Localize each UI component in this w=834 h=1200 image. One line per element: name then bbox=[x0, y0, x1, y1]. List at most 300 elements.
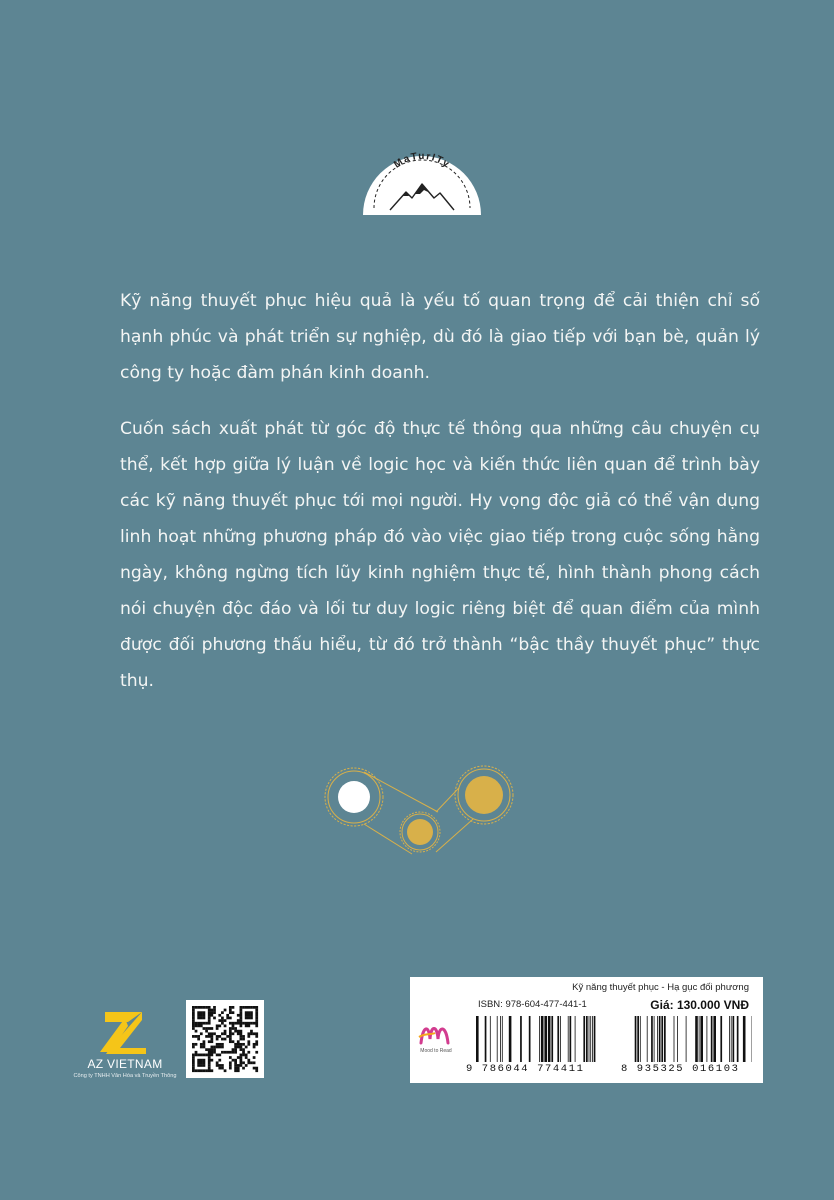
qr-module bbox=[237, 1019, 240, 1022]
qr-module bbox=[208, 1009, 211, 1012]
qr-module bbox=[205, 1030, 208, 1033]
qr-module bbox=[240, 1006, 243, 1009]
qr-module bbox=[229, 1011, 232, 1014]
qr-module bbox=[229, 1032, 232, 1035]
qr-module bbox=[208, 1040, 211, 1043]
qr-module bbox=[218, 1054, 221, 1057]
qr-module bbox=[197, 1024, 200, 1027]
qr-module bbox=[213, 1009, 216, 1012]
barcode-bar bbox=[539, 1016, 540, 1062]
qr-module bbox=[192, 1017, 195, 1020]
qr-module bbox=[224, 1019, 227, 1022]
qr-module bbox=[200, 1059, 203, 1062]
qr-module bbox=[213, 1051, 216, 1054]
qr-module bbox=[250, 1032, 253, 1035]
qr-module bbox=[224, 1069, 227, 1072]
barcode-bar bbox=[560, 1016, 561, 1062]
qr-module bbox=[197, 1069, 200, 1072]
qr-module bbox=[208, 1067, 211, 1070]
qr-module bbox=[208, 1064, 211, 1067]
barcode-bar bbox=[583, 1016, 585, 1062]
qr-module bbox=[210, 1054, 213, 1057]
mood-to-read-logo-icon bbox=[415, 1015, 457, 1055]
qr-module bbox=[237, 1030, 240, 1033]
qr-module bbox=[197, 1006, 200, 1009]
qr-module bbox=[229, 1027, 232, 1030]
qr-module bbox=[210, 1011, 213, 1014]
qr-module bbox=[213, 1046, 216, 1049]
qr-module bbox=[192, 1024, 195, 1027]
qr-module bbox=[255, 1043, 258, 1046]
barcode-bar bbox=[640, 1016, 641, 1062]
qr-module bbox=[218, 1064, 221, 1067]
qr-module bbox=[247, 1006, 250, 1009]
qr-module bbox=[210, 1040, 213, 1043]
qr-module bbox=[203, 1017, 206, 1020]
qr-module bbox=[218, 1067, 221, 1070]
qr-module bbox=[247, 1035, 250, 1038]
qr-module bbox=[224, 1038, 227, 1041]
price-label: Giá: 130.000 VNĐ bbox=[650, 998, 749, 1012]
qr-code bbox=[186, 1000, 264, 1078]
qr-module bbox=[232, 1032, 235, 1035]
qr-module bbox=[240, 1056, 243, 1059]
qr-module bbox=[195, 1024, 198, 1027]
qr-module bbox=[253, 1032, 256, 1035]
qr-module bbox=[255, 1024, 258, 1027]
qr-module bbox=[226, 1017, 229, 1020]
qr-module bbox=[234, 1061, 237, 1064]
qr-module bbox=[240, 1059, 243, 1062]
qr-module bbox=[208, 1019, 211, 1022]
barcode-bar bbox=[654, 1016, 655, 1062]
qr-module bbox=[208, 1017, 211, 1020]
qr-module bbox=[242, 1043, 245, 1046]
qr-module bbox=[192, 1035, 195, 1038]
barcode-bar bbox=[729, 1016, 730, 1062]
barcode-bar bbox=[686, 1016, 687, 1062]
qr-module bbox=[205, 1054, 208, 1057]
qr-module bbox=[221, 1017, 224, 1020]
barcode-bar bbox=[502, 1016, 503, 1062]
qr-module bbox=[242, 1054, 245, 1057]
qr-module bbox=[234, 1030, 237, 1033]
price-barcode bbox=[626, 1016, 752, 1062]
qr-module bbox=[229, 1061, 232, 1064]
qr-module bbox=[192, 1043, 195, 1046]
qr-module bbox=[210, 1051, 213, 1054]
qr-module bbox=[216, 1046, 219, 1049]
qr-module bbox=[253, 1006, 256, 1009]
isbn-barcode-digits: 9 786044 774411 bbox=[466, 1063, 585, 1075]
qr-module bbox=[203, 1054, 206, 1057]
qr-module bbox=[237, 1067, 240, 1070]
qr-module bbox=[253, 1022, 256, 1025]
qr-module bbox=[229, 1067, 232, 1070]
qr-module bbox=[242, 1022, 245, 1025]
qr-module bbox=[218, 1014, 221, 1017]
barcode-bar bbox=[476, 1016, 479, 1062]
qr-module bbox=[255, 1022, 258, 1025]
badge-text: MaTurITy bbox=[392, 150, 453, 171]
qr-module bbox=[218, 1019, 221, 1022]
qr-module bbox=[210, 1059, 213, 1062]
qr-module bbox=[229, 1040, 232, 1043]
qr-module bbox=[240, 1030, 243, 1033]
qr-module bbox=[234, 1046, 237, 1049]
qr-module bbox=[216, 1064, 219, 1067]
qr-module bbox=[247, 1032, 250, 1035]
qr-module bbox=[197, 1022, 200, 1025]
qr-module bbox=[210, 1046, 213, 1049]
barcode-bar bbox=[731, 1016, 732, 1062]
qr-module bbox=[245, 1064, 248, 1067]
qr-module bbox=[247, 1011, 250, 1014]
qr-module bbox=[200, 1017, 203, 1020]
barcode-bar bbox=[575, 1016, 576, 1062]
barcode-bar bbox=[700, 1016, 703, 1062]
qr-module bbox=[229, 1009, 232, 1012]
qr-module bbox=[197, 1061, 200, 1064]
qr-module bbox=[218, 1046, 221, 1049]
barcode-bar bbox=[594, 1016, 596, 1062]
qr-module bbox=[234, 1064, 237, 1067]
qr-module bbox=[253, 1056, 256, 1059]
qr-module bbox=[192, 1061, 195, 1064]
qr-module bbox=[213, 1048, 216, 1051]
qr-module bbox=[224, 1009, 227, 1012]
qr-module bbox=[192, 1056, 195, 1059]
qr-module bbox=[255, 1067, 258, 1070]
qr-module bbox=[200, 1043, 203, 1046]
qr-module bbox=[210, 1069, 213, 1072]
qr-module bbox=[208, 1048, 211, 1051]
qr-module bbox=[195, 1069, 198, 1072]
barcode-bar bbox=[485, 1016, 487, 1062]
barcode-bar bbox=[699, 1016, 700, 1062]
qr-module bbox=[200, 1024, 203, 1027]
qr-module bbox=[208, 1051, 211, 1054]
qr-module bbox=[221, 1038, 224, 1041]
barcode-bar bbox=[586, 1016, 588, 1062]
qr-module bbox=[192, 1011, 195, 1014]
barcode-bar bbox=[711, 1016, 713, 1062]
qr-module bbox=[245, 1024, 248, 1027]
qr-module bbox=[221, 1043, 224, 1046]
qr-module bbox=[240, 1043, 243, 1046]
qr-module bbox=[229, 1051, 232, 1054]
qr-module bbox=[226, 1014, 229, 1017]
barcode-bar bbox=[637, 1016, 639, 1062]
qr-module bbox=[234, 1048, 237, 1051]
description-paragraph-2: Cuốn sách xuất phát từ góc độ thực tế thông qua những câu chuyện cụ thể, kết hợp giữa lý luận về logic học và kiến thức liên quan để trình bày các kỹ năng thuyết phục tới mọi người. Hy vọng độc giả có thể vận dụng linh hoạt những phương pháp đó vào việc giao tiếp trong cuộc sống hằng ngày, không ngừng tích lũy kinh nghiệm thực tế, hình thành phong cách nói chuyện độc đáo và lối tư duy logic riêng biệt để quan điểm của mình được đối phương thấu hiểu, từ đó trở thành “bậc thầy thuyết phục” thực thụ. bbox=[120, 419, 760, 691]
qr-module bbox=[195, 1043, 198, 1046]
qr-module bbox=[232, 1059, 235, 1062]
qr-module bbox=[240, 1032, 243, 1035]
qr-module bbox=[208, 1056, 211, 1059]
qr-module bbox=[210, 1038, 213, 1041]
qr-module bbox=[234, 1043, 237, 1046]
qr-module bbox=[234, 1051, 237, 1054]
qr-module bbox=[200, 1054, 203, 1057]
qr-module bbox=[232, 1040, 235, 1043]
barcode-bar bbox=[657, 1016, 658, 1062]
publisher-subtitle: Công ty TNHH Văn Hóa và Truyền Thông bbox=[73, 1073, 177, 1079]
qr-module bbox=[192, 1006, 195, 1009]
qr-module bbox=[250, 1011, 253, 1014]
qr-module bbox=[237, 1032, 240, 1035]
qr-module bbox=[232, 1022, 235, 1025]
barcode-bar bbox=[568, 1016, 569, 1062]
barcode-bar bbox=[720, 1016, 722, 1062]
barcode-bar bbox=[733, 1016, 735, 1062]
qr-module bbox=[213, 1011, 216, 1014]
qr-module bbox=[253, 1043, 256, 1046]
qr-module bbox=[240, 1017, 243, 1020]
qr-module bbox=[245, 1011, 248, 1014]
qr-module bbox=[237, 1043, 240, 1046]
qr-module bbox=[224, 1024, 227, 1027]
barcode-bar bbox=[707, 1016, 708, 1062]
qr-module bbox=[197, 1038, 200, 1041]
qr-module bbox=[229, 1035, 232, 1038]
qr-module bbox=[208, 1032, 211, 1035]
qr-module bbox=[250, 1061, 253, 1064]
qr-module bbox=[192, 1067, 195, 1070]
qr-module bbox=[192, 1069, 195, 1072]
qr-module bbox=[203, 1069, 206, 1072]
qr-module bbox=[232, 1024, 235, 1027]
qr-module bbox=[255, 1035, 258, 1038]
qr-module bbox=[200, 1011, 203, 1014]
qr-module bbox=[192, 1022, 195, 1025]
barcode-bar bbox=[664, 1016, 666, 1062]
qr-module bbox=[221, 1051, 224, 1054]
qr-module bbox=[250, 1022, 253, 1025]
qr-module bbox=[240, 1038, 243, 1041]
qr-module bbox=[234, 1067, 237, 1070]
qr-module bbox=[247, 1040, 250, 1043]
qr-module bbox=[237, 1022, 240, 1025]
qr-module bbox=[192, 1046, 195, 1049]
qr-module bbox=[203, 1040, 206, 1043]
mood-to-read-logo-text: Mood to Read bbox=[420, 1048, 452, 1054]
isbn-label: ISBN: 978-604-477-441-1 bbox=[478, 999, 587, 1010]
qr-module bbox=[195, 1030, 198, 1033]
qr-module bbox=[213, 1032, 216, 1035]
qr-module bbox=[250, 1030, 253, 1033]
qr-module bbox=[210, 1014, 213, 1017]
barcode-bar bbox=[590, 1016, 591, 1062]
qr-module bbox=[247, 1024, 250, 1027]
qr-module bbox=[203, 1061, 206, 1064]
barcode-bar bbox=[713, 1016, 716, 1062]
qr-module bbox=[192, 1009, 195, 1012]
qr-module bbox=[192, 1019, 195, 1022]
barcode-bar bbox=[541, 1016, 544, 1062]
qr-module bbox=[229, 1038, 232, 1041]
barcode-bar bbox=[520, 1016, 522, 1062]
description-paragraph-1: Kỹ năng thuyết phục hiệu quả là yếu tố quan trọng để cải thiện chỉ số hạnh phúc và phát triển sự nghiệp, dù đó là giao tiếp với bạn bè, quản lý công ty hoặc đàm phán kinh doanh. bbox=[120, 291, 760, 383]
qr-module bbox=[208, 1061, 211, 1064]
qr-module bbox=[240, 1048, 243, 1051]
qr-module bbox=[229, 1056, 232, 1059]
qr-module bbox=[192, 1054, 195, 1057]
isbn-barcode bbox=[476, 1016, 603, 1062]
barcode-bar bbox=[570, 1016, 572, 1062]
qr-module bbox=[224, 1032, 227, 1035]
qr-module bbox=[203, 1046, 206, 1049]
qr-module bbox=[224, 1030, 227, 1033]
qr-module bbox=[229, 1022, 232, 1025]
qr-module bbox=[195, 1035, 198, 1038]
qr-module bbox=[255, 1019, 258, 1022]
barcode-bar bbox=[551, 1016, 553, 1062]
qr-module bbox=[245, 1022, 248, 1025]
qr-module bbox=[218, 1024, 221, 1027]
barcode-panel bbox=[410, 977, 763, 1083]
barcode-book-title: Kỹ năng thuyết phục - Hạ gục đối phương bbox=[572, 982, 749, 993]
qr-module bbox=[237, 1040, 240, 1043]
qr-module bbox=[240, 1019, 243, 1022]
mountain-badge-icon bbox=[362, 150, 482, 216]
qr-module bbox=[240, 1061, 243, 1064]
qr-module bbox=[203, 1006, 206, 1009]
qr-module bbox=[234, 1027, 237, 1030]
qr-module bbox=[203, 1059, 206, 1062]
barcode-bar bbox=[592, 1016, 593, 1062]
qr-module bbox=[221, 1019, 224, 1022]
qr-module bbox=[229, 1017, 232, 1020]
qr-module bbox=[205, 1022, 208, 1025]
qr-module bbox=[195, 1006, 198, 1009]
barcode-bar bbox=[589, 1016, 590, 1062]
qr-module bbox=[253, 1067, 256, 1070]
qr-module bbox=[240, 1064, 243, 1067]
qr-module bbox=[216, 1027, 219, 1030]
qr-module bbox=[240, 1009, 243, 1012]
qr-module bbox=[216, 1054, 219, 1057]
price-barcode-digits: 8 935325 016103 bbox=[621, 1063, 740, 1075]
qr-module bbox=[208, 1022, 211, 1025]
qr-module bbox=[255, 1040, 258, 1043]
qr-module bbox=[245, 1054, 248, 1057]
qr-module bbox=[210, 1035, 213, 1038]
qr-module bbox=[221, 1011, 224, 1014]
qr-module bbox=[240, 1046, 243, 1049]
qr-module bbox=[247, 1017, 250, 1020]
qr-module bbox=[195, 1054, 198, 1057]
qr-module bbox=[245, 1017, 248, 1020]
qr-module bbox=[192, 1027, 195, 1030]
qr-module bbox=[210, 1009, 213, 1012]
qr-module bbox=[240, 1011, 243, 1014]
qr-module bbox=[213, 1017, 216, 1020]
qr-module bbox=[197, 1059, 200, 1062]
qr-module bbox=[242, 1048, 245, 1051]
barcode-bar bbox=[529, 1016, 531, 1062]
qr-module bbox=[240, 1014, 243, 1017]
qr-module bbox=[245, 1014, 248, 1017]
barcode-bar bbox=[677, 1016, 678, 1062]
barcode-bar bbox=[661, 1016, 663, 1062]
qr-module bbox=[240, 1035, 243, 1038]
qr-module bbox=[205, 1069, 208, 1072]
qr-module bbox=[242, 1035, 245, 1038]
qr-module bbox=[203, 1011, 206, 1014]
qr-module bbox=[240, 1024, 243, 1027]
qr-module bbox=[237, 1056, 240, 1059]
qr-module bbox=[216, 1038, 219, 1041]
qr-module bbox=[255, 1009, 258, 1012]
qr-module bbox=[255, 1014, 258, 1017]
qr-module bbox=[210, 1032, 213, 1035]
qr-module bbox=[247, 1043, 250, 1046]
qr-module bbox=[197, 1011, 200, 1014]
qr-module bbox=[192, 1014, 195, 1017]
barcode-bar bbox=[743, 1016, 746, 1062]
barcode-bar bbox=[651, 1016, 653, 1062]
qr-module bbox=[200, 1061, 203, 1064]
barcode-bar bbox=[695, 1016, 698, 1062]
qr-module bbox=[245, 1046, 248, 1049]
qr-module bbox=[200, 1069, 203, 1072]
barcode-bar bbox=[635, 1016, 637, 1062]
qr-module bbox=[247, 1022, 250, 1025]
qr-module bbox=[240, 1022, 243, 1025]
qr-module bbox=[216, 1035, 219, 1038]
qr-module bbox=[229, 1030, 232, 1033]
qr-module bbox=[242, 1067, 245, 1070]
qr-module bbox=[234, 1059, 237, 1062]
barcode-bar bbox=[548, 1016, 551, 1062]
qr-module bbox=[232, 1011, 235, 1014]
qr-module bbox=[205, 1035, 208, 1038]
qr-module bbox=[229, 1006, 232, 1009]
qr-module bbox=[216, 1043, 219, 1046]
qr-module bbox=[203, 1014, 206, 1017]
barcode-bar bbox=[490, 1016, 491, 1062]
barcode-bar bbox=[674, 1016, 675, 1062]
qr-module bbox=[253, 1046, 256, 1049]
qr-module bbox=[195, 1051, 198, 1054]
qr-module bbox=[234, 1069, 237, 1072]
qr-module bbox=[210, 1048, 213, 1051]
qr-module bbox=[195, 1022, 198, 1025]
qr-module bbox=[218, 1043, 221, 1046]
qr-module bbox=[234, 1022, 237, 1025]
qr-module bbox=[232, 1027, 235, 1030]
qr-module bbox=[247, 1014, 250, 1017]
qr-module bbox=[203, 1022, 206, 1025]
qr-module bbox=[208, 1006, 211, 1009]
qr-module bbox=[237, 1069, 240, 1072]
qr-module bbox=[240, 1054, 243, 1057]
barcode-bar bbox=[737, 1016, 739, 1062]
gears-illustration-icon bbox=[320, 754, 520, 860]
barcode-bar bbox=[647, 1016, 648, 1062]
qr-module bbox=[242, 1038, 245, 1041]
qr-module bbox=[200, 1064, 203, 1067]
barcode-bar bbox=[557, 1016, 559, 1062]
qr-module bbox=[255, 1011, 258, 1014]
qr-module bbox=[192, 1059, 195, 1062]
qr-module bbox=[221, 1064, 224, 1067]
qr-module bbox=[232, 1051, 235, 1054]
qr-module bbox=[208, 1027, 211, 1030]
qr-module bbox=[229, 1064, 232, 1067]
qr-module bbox=[197, 1054, 200, 1057]
